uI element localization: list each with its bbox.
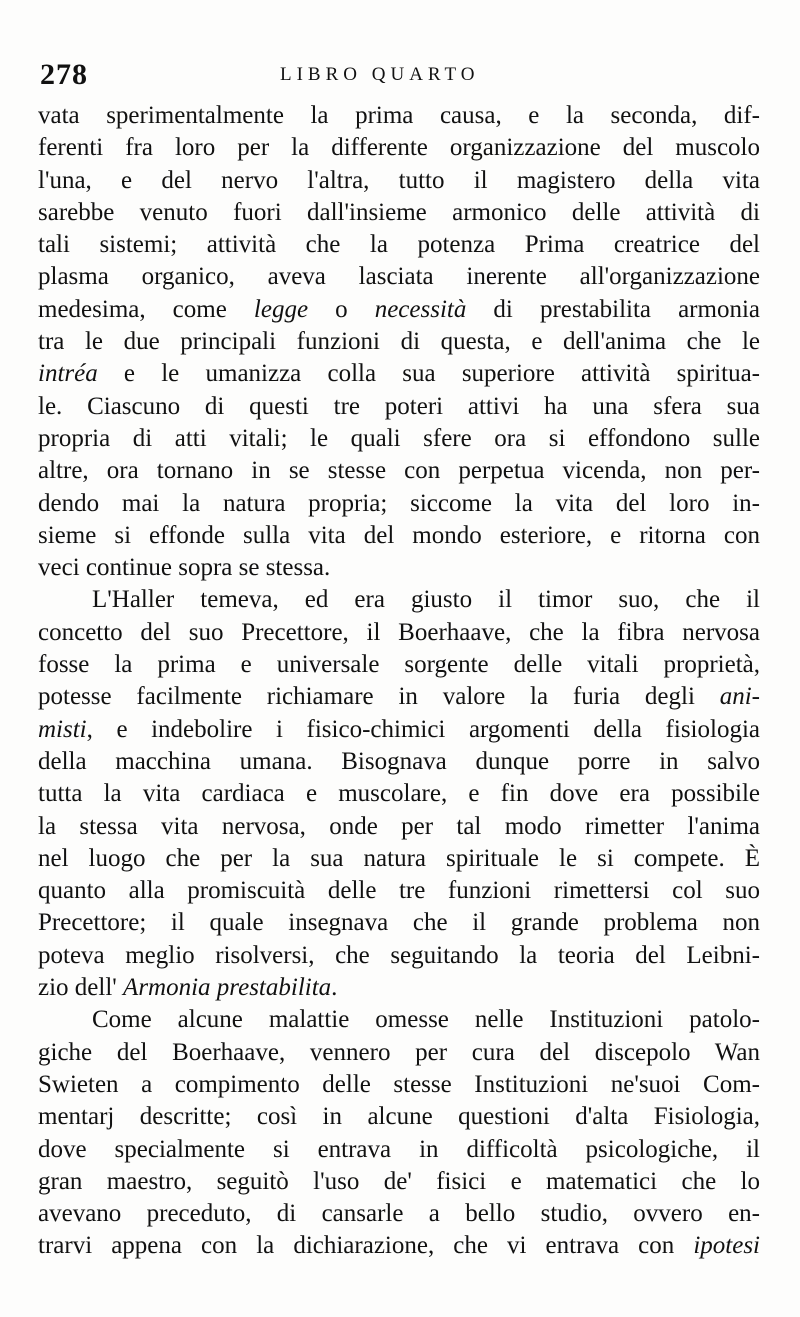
text-segment: avevano preceduto, di cansarle a bello studio, ovvero en- xyxy=(38,1200,760,1228)
text-line xyxy=(38,714,760,746)
text-line xyxy=(38,488,760,520)
text-line xyxy=(38,1069,760,1101)
text-segment: medesima, come xyxy=(38,295,254,323)
text-segment: fosse la prima e universale sorgente delle vitali proprietà, xyxy=(38,651,760,679)
text-segment: o xyxy=(308,295,375,323)
text-segment: altre, ora tornano in se stesse con perpetua vicenda, non per- xyxy=(38,457,760,485)
text-segment: l'una, e del nervo l'altra, tutto il magistero della vita xyxy=(38,166,760,194)
text-line xyxy=(38,423,760,455)
text-segment: potesse facilmente richiamare in valore la furia degli xyxy=(38,683,720,711)
text-segment: zio dell' xyxy=(38,974,124,1002)
text-line xyxy=(38,520,760,552)
text-line xyxy=(38,681,760,713)
text-segment: Swieten a compimento delle stesse Instituzioni ne'suoi Com- xyxy=(38,1070,760,1098)
italic-text: necessità xyxy=(374,295,467,323)
text-segment: . xyxy=(331,974,338,1002)
text-segment: propria di atti vitali; le quali sfere ora si effondono sulle xyxy=(38,424,760,452)
text-segment: quanto alla promiscuità delle tre funzioni rimettersi col suo xyxy=(38,877,760,905)
text-segment: le. Ciascuno di questi tre poteri attivi ha una sfera sua xyxy=(38,392,760,420)
text-segment: , e indebolire i fisico-chimici argomenti della fisiologia xyxy=(86,715,760,743)
page-number: 278 xyxy=(40,58,88,91)
text-line xyxy=(38,100,760,132)
text-segment: sieme si effonde sulla vita del mondo esteriore, e ritorna con xyxy=(38,521,760,549)
text-line xyxy=(38,132,760,164)
text-segment: trarvi appena con la dichiarazione, che vi entrava con xyxy=(38,1232,694,1260)
italic-text: ipotesi xyxy=(693,1232,760,1260)
text-segment: L'Haller temeva, ed era giusto il timor suo, che il xyxy=(92,586,760,614)
text-line xyxy=(38,1134,760,1166)
text-line xyxy=(38,1037,760,1069)
text-line xyxy=(38,649,760,681)
text-line xyxy=(38,875,760,907)
text-line xyxy=(38,811,760,843)
italic-text: legge xyxy=(253,295,309,323)
text-segment: dendo mai la natura propria; siccome la vita del loro in- xyxy=(38,489,760,517)
text-segment: di prestabilita armonia xyxy=(466,295,760,323)
text-segment: tra le due principali funzioni di questa, e dell'anima che le xyxy=(38,328,760,356)
text-line xyxy=(38,1230,760,1262)
text-segment: mentarj descritte; così in alcune questioni d'alta Fisiologia, xyxy=(38,1103,760,1131)
italic-text: misti xyxy=(38,715,87,743)
text-line xyxy=(38,261,760,293)
text-line xyxy=(38,940,760,972)
text-line xyxy=(38,1166,760,1198)
text-segment: giche del Boerhaave, vennero per cura del discepolo Wan xyxy=(38,1038,760,1066)
text-line xyxy=(38,229,760,261)
text-line xyxy=(38,972,760,1004)
text-line xyxy=(38,391,760,423)
text-segment: veci continue sopra se stessa. xyxy=(38,554,331,582)
italic-text: intréa xyxy=(38,360,98,388)
text-line xyxy=(38,617,760,649)
running-head: LIBRO QUARTO xyxy=(280,64,480,85)
body-text xyxy=(38,100,760,1263)
text-segment: sarebbe venuto fuori dall'insieme armonico delle attività di xyxy=(38,198,760,226)
text-line xyxy=(38,294,760,326)
italic-text: Armonia prestabilita xyxy=(123,974,332,1002)
text-segment: Come alcune malattie omesse nelle Instituzioni patolo- xyxy=(92,1006,760,1034)
text-line xyxy=(38,197,760,229)
text-line xyxy=(38,1198,760,1230)
text-line xyxy=(38,552,760,584)
text-line xyxy=(38,326,760,358)
text-line xyxy=(38,165,760,197)
text-segment: tutta la vita cardiaca e muscolare, e fin dove era possibile xyxy=(38,780,760,808)
text-segment: tali sistemi; attività che la potenza Prima creatrice del xyxy=(38,231,760,259)
text-segment: concetto del suo Precettore, il Boerhaave, che la fibra nervosa xyxy=(38,618,760,646)
text-segment: vata sperimentalmente la prima causa, e la seconda, dif- xyxy=(38,102,760,129)
text-segment: nel luogo che per la sua natura spirituale le si compete. È xyxy=(38,844,760,872)
text-line xyxy=(38,455,760,487)
text-segment: gran maestro, seguitò l'uso de' fisici e matematici che lo xyxy=(38,1167,760,1195)
text-line xyxy=(38,1101,760,1133)
page-header xyxy=(40,58,760,98)
text-segment: la stessa vita nervosa, onde per tal modo rimetter l'anima xyxy=(38,812,760,840)
text-line xyxy=(38,746,760,778)
text-segment: poteva meglio risolversi, che seguitando la teoria del Leibni- xyxy=(38,941,760,969)
italic-text: ani- xyxy=(719,683,760,711)
text-segment: e le umanizza colla sua superiore attività spiritua- xyxy=(97,360,760,388)
text-line xyxy=(38,778,760,810)
text-segment: della macchina umana. Bisognava dunque porre in salvo xyxy=(38,747,760,775)
text-line xyxy=(38,358,760,390)
text-segment: ferenti fra loro per la differente organizzazione del muscolo xyxy=(38,134,760,162)
text-line xyxy=(38,1004,760,1036)
text-line xyxy=(38,907,760,939)
text-line xyxy=(38,843,760,875)
text-segment: Precettore; il quale insegnava che il grande problema non xyxy=(38,909,760,937)
text-segment: plasma organico, aveva lasciata inerente all'organizzazione xyxy=(38,263,760,291)
text-segment: dove specialmente si entrava in difficoltà psicologiche, il xyxy=(38,1135,760,1163)
text-line xyxy=(38,584,760,616)
